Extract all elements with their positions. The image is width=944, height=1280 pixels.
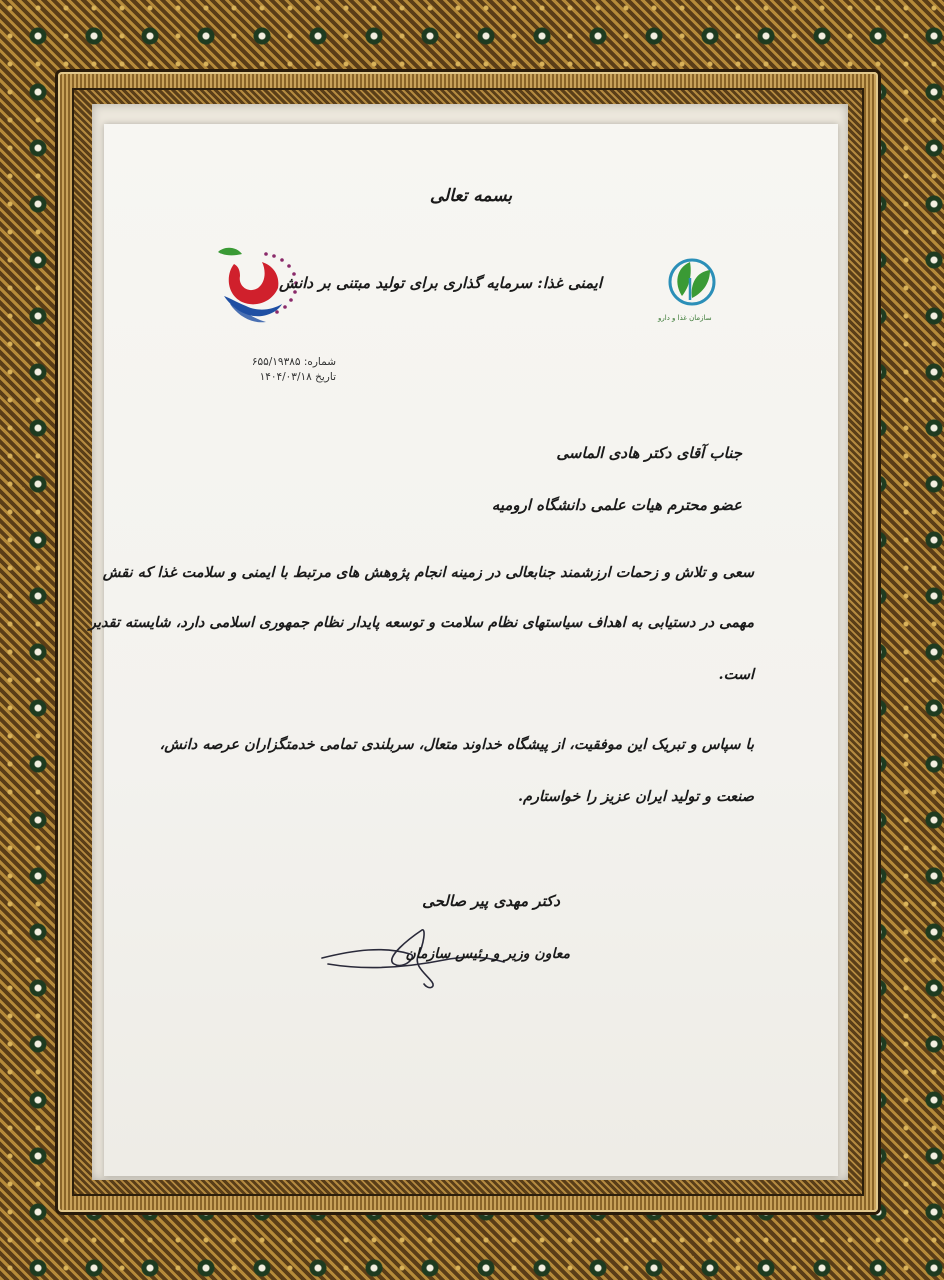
signatory-name: دکتر مهدی پیر صالحی bbox=[422, 892, 560, 910]
certificate-paper bbox=[88, 124, 838, 1176]
logo-caption: سازمان غذا و دارو bbox=[658, 314, 712, 322]
closing-line: با سپاس و تبریک این موفقیت، از پیشگاه خداوند متعال، سربلندی تمامی خدمتگزاران عرصه دانش، bbox=[159, 736, 754, 753]
basmala-heading: بسمه تعالی bbox=[429, 186, 513, 206]
body-line: سعی و تلاش و زحمات ارزشمند جنابعالی در زمینه انجام پژوهش های مرتبط با ایمنی و سلامت غذا که نقش bbox=[102, 564, 754, 581]
slogan-heading: ایمنی غذا: سرمایه گذاری برای تولید مبتنی بر دانش bbox=[278, 274, 602, 292]
body-line: مهمی در دستیابی به اهداف سیاستهای نظام سلامت و توسعه پایدار نظام جمهوری اسلامی دارد، شایسته تقدیر bbox=[88, 614, 754, 631]
signatory-title: معاون وزیر و رئیس سازمان bbox=[405, 946, 570, 962]
reference-number: شماره: ۶۵۵/۱۹۳۸۵ bbox=[251, 356, 336, 368]
reference-date: تاریخ ۱۴۰۴/۰۳/۱۸ bbox=[259, 371, 336, 383]
body-line: است. bbox=[718, 666, 754, 683]
closing-line: صنعت و تولید ایران عزیز را خواستارم. bbox=[517, 788, 754, 805]
leaf-seedling-logo bbox=[634, 248, 744, 328]
reference-block bbox=[236, 356, 336, 386]
recipient-position: عضو محترم هیات علمی دانشگاه ارومیه bbox=[491, 496, 742, 514]
recipient-name: جناب آقای دکتر هادی الماسی bbox=[556, 444, 742, 462]
